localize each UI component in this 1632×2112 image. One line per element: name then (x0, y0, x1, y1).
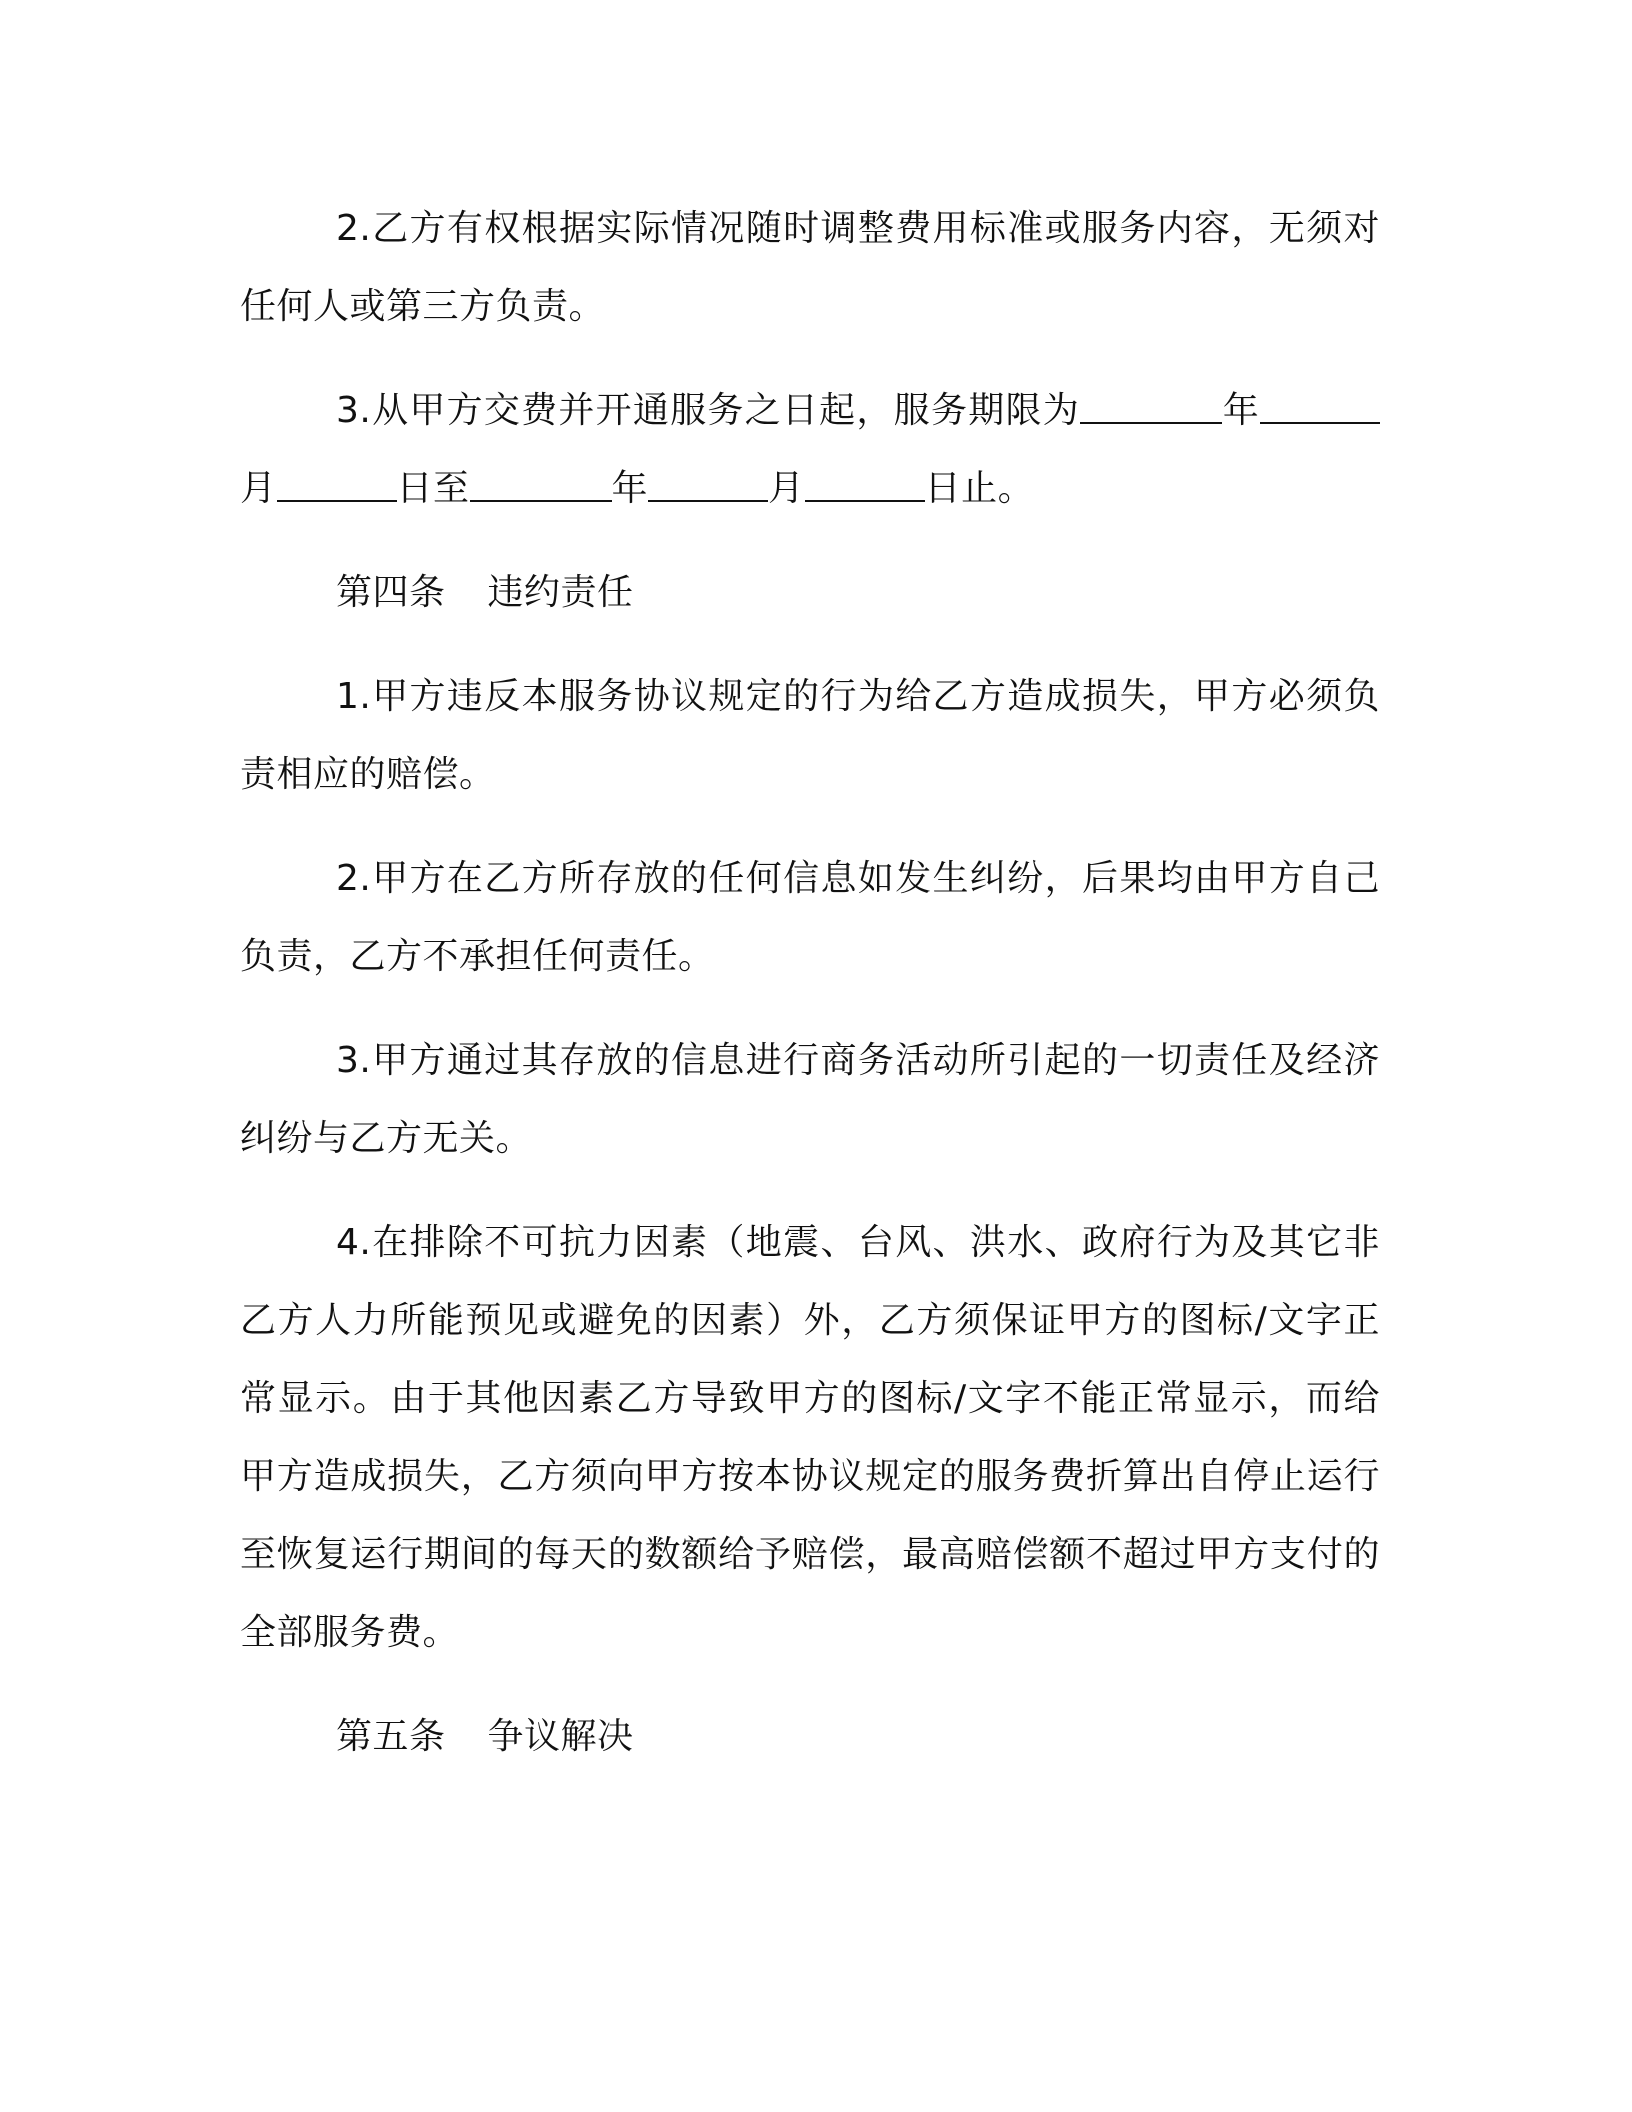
blank-month-end[interactable] (648, 470, 768, 502)
clause-4-3: 3.甲方通过其存放的信息进行商务活动所引起的一切责任及经济纠纷与乙方无关。 (240, 1040, 1380, 1159)
article-5-number: 第五条 (336, 1716, 446, 1757)
label-day-end: 日止。 (924, 468, 1035, 509)
label-day-start: 日至 (396, 468, 470, 509)
clause-3-2: 2.乙方有权根据实际情况随时调整费用标准或服务内容，无须对任何人或第三方负责。 (240, 208, 1380, 327)
label-month-start: 月 (240, 468, 277, 509)
clause-4-1: 1.甲方违反本服务协议规定的行为给乙方造成损失，甲方必须负责相应的赔偿。 (240, 676, 1380, 795)
article-4-heading (240, 554, 1380, 632)
label-month-end: 月 (768, 468, 805, 509)
clause-4-2: 2.甲方在乙方所存放的任何信息如发生纠纷，后果均由甲方自己负责，乙方不承担任何责任。 (240, 858, 1380, 977)
blank-day-end[interactable] (805, 470, 925, 502)
article-5-heading (240, 1698, 1380, 1776)
blank-year-end[interactable] (470, 470, 612, 502)
blank-day-start[interactable] (277, 470, 397, 502)
document-page (240, 190, 1380, 1802)
clause-4-4: 4.在排除不可抗力因素（地震、台风、洪水、政府行为及其它非乙方人力所能预见或避免的因素）外，乙方须保证甲方的图标/文字正常显示。由于其他因素乙方导致甲方的图标/文字不能正常显示，而给甲方造成损失，乙方须向甲方按本协议规定的服务费折算出自停止运行至恢复运行期间的每天的数额给予赔偿，最高赔偿额不超过甲方支付的全部服务费。 (240, 1222, 1380, 1653)
blank-year-start[interactable] (1080, 392, 1222, 424)
clause-3-3 (240, 372, 1380, 528)
label-year-start: 年 (1221, 390, 1260, 431)
article-4-title: 违约责任 (487, 572, 634, 613)
label-year-end: 年 (611, 468, 649, 509)
article-5-title: 争议解决 (487, 1716, 634, 1757)
blank-month-start-a[interactable] (1260, 392, 1380, 424)
clause-3-3-prefix: 3.从甲方交费并开通服务之日起，服务期限为 (336, 390, 1080, 431)
article-4-number: 第四条 (336, 572, 446, 613)
